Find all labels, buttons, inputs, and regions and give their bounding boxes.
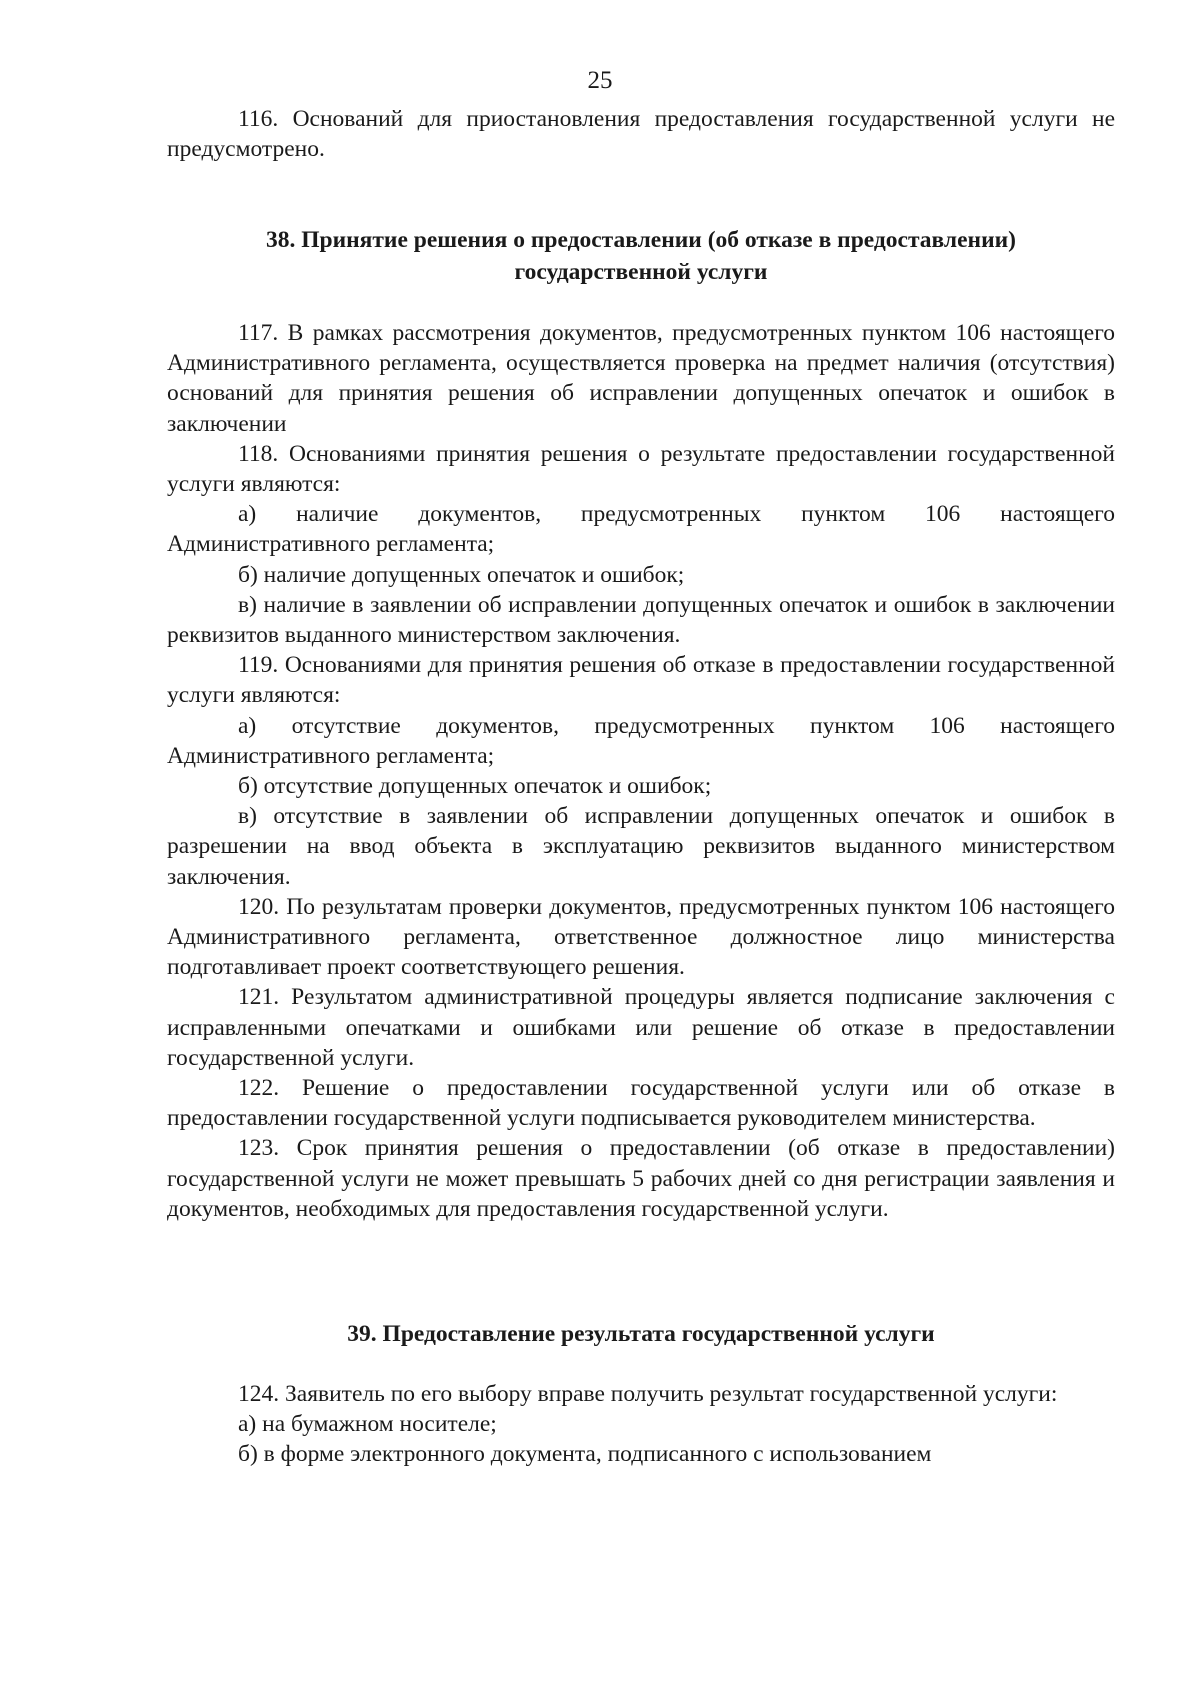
section-38-heading-line-1: 38. Принятие решения о предоставлении (об отказе в предоставлении) <box>266 227 1016 253</box>
section-38-body <box>167 318 1115 1224</box>
paragraph-118-v: в) наличие в заявлении об исправлении допущенных опечаток и ошибок в заключении реквизитов выданного министерством заключения. <box>167 591 1115 649</box>
paragraph-118-b: б) наличие допущенных опечаток и ошибок; <box>238 561 685 588</box>
paragraph-122: 122. Решение о предоставлении государственной услуги или об отказе в предоставлении государственной услуги подписывается руководителем министерства. <box>167 1075 1115 1132</box>
paragraph-116-block <box>167 104 1115 164</box>
section-39-heading: 39. Предоставление результата государственной услуги <box>347 1321 935 1347</box>
paragraph-124-a: а) на бумажном носителе; <box>238 1411 497 1438</box>
paragraph-118: 118. Основаниями принятия решения о результате предоставлении государственной услуги являются: <box>167 440 1115 498</box>
paragraph-119-a: а) отсутствие документов, предусмотренных пунктом 106 настоящего Административного регламента; <box>167 712 1115 769</box>
section-38-heading-line-2: государственной услуги <box>514 259 768 285</box>
paragraph-116: 116. Оснований для приостановления предоставления государственной услуги не предусмотрено. <box>167 106 1115 163</box>
paragraph-119-b: б) отсутствие допущенных опечаток и ошибок; <box>238 773 712 800</box>
section-39-body <box>167 1379 1115 1470</box>
paragraph-123: 123. Срок принятия решения о предоставлении (об отказе в предоставлении) государственной услуги не может превышать 5 рабочих дней со дня регистрации заявления и документов, необходимых для предоставления государственной услуги. <box>167 1135 1115 1222</box>
paragraph-117: 117. В рамках рассмотрения документов, предусмотренных пунктом 106 настоящего Административного регламента, осуществляется проверка на предмет наличия (отсутствия) оснований для принятия решения об исправлении допущенных опечаток и ошибок в заключении <box>167 320 1115 437</box>
section-38-heading <box>167 224 1115 288</box>
paragraph-121: 121. Результатом административной процедуры является подписание заключения с исправленными опечатками и ошибками или решение об отказе в предоставлении государственной услуги. <box>167 984 1115 1071</box>
paragraph-120: 120. По результатам проверки документов, предусмотренных пунктом 106 настоящего Административного регламента, ответственное должностное лицо министерства подготавливает проект соответствующего решения. <box>167 893 1115 981</box>
paragraph-118-a: а) наличие документов, предусмотренных пунктом 106 настоящего Административного регламента; <box>167 501 1115 558</box>
paragraph-119: 119. Основаниями для принятия решения об отказе в предоставлении государственной услуги являются: <box>167 652 1115 709</box>
paragraph-124: 124. Заявитель по его выбору вправе получить результат государственной услуги: <box>238 1381 1058 1407</box>
paragraph-119-v: в) отсутствие в заявлении об исправлении допущенных опечаток и ошибок в разрешении на ввод объекта в эксплуатацию реквизитов выданного министерством заключения. <box>167 803 1115 890</box>
page-number: 25 <box>587 67 613 94</box>
paragraph-124-b: б) в форме электронного документа, подписанного с использованием <box>238 1441 932 1468</box>
